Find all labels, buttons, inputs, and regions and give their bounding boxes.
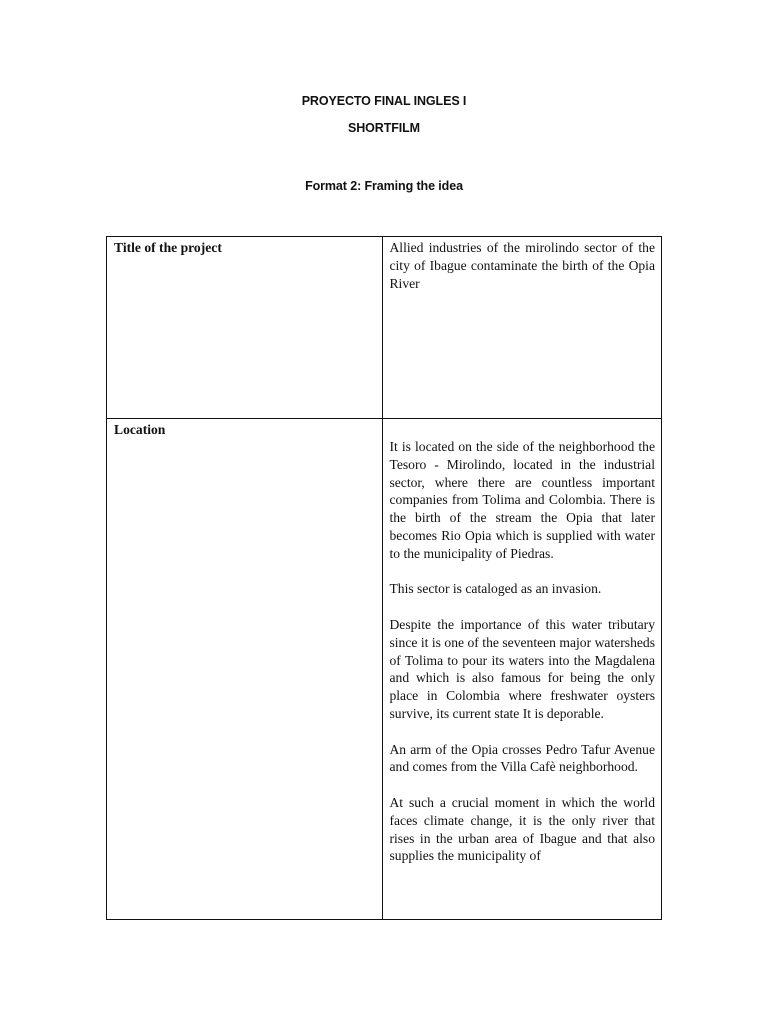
location-label-cell — [107, 419, 383, 920]
location-description — [383, 419, 661, 919]
title-label-cell — [107, 237, 383, 419]
table-row-location — [107, 419, 662, 920]
title-label: Title of the project — [114, 240, 222, 255]
project-title-value: Allied industries of the mirolindo sector of the city of Ibague contaminate the birth of the Opia River — [389, 240, 655, 291]
location-value-cell — [383, 419, 662, 920]
table-row-title — [107, 237, 662, 419]
location-paragraph: At such a crucial moment in which the world faces climate change, it is the only river that rises in the urban area of Ibague and that also supplies the municipality of — [389, 794, 655, 864]
project-table — [106, 236, 662, 920]
document-subtitle: SHORTFILM — [347, 121, 420, 135]
location-paragraph: Despite the importance of this water tributary since it is one of the seventeen major watersheds of Tolima to pour its waters into the Magdalena and which is also famous for being the only place in Colombia where freshwater oysters survive, its current state It is deporable. — [389, 616, 655, 721]
location-paragraph: An arm of the Opia crosses Pedro Tafur Avenue and comes from the Villa Cafè neighborhood. — [389, 741, 655, 775]
format-heading: Format 2: Framing the idea — [305, 179, 463, 193]
location-label: Location — [114, 422, 166, 437]
title-value-cell — [383, 237, 662, 419]
document-title: PROYECTO FINAL INGLES I — [301, 94, 467, 108]
location-paragraph: This sector is cataloged as an invasion. — [389, 581, 602, 597]
location-paragraph: It is located on the side of the neighborhood the Tesoro - Mirolindo, located in the industrial sector, where there are countless important companies from Tolima and Colombia. There is the birth of the stream the Opia that later becomes Rio Opia which is supplied with water to the municipality of Piedras. — [389, 439, 655, 561]
